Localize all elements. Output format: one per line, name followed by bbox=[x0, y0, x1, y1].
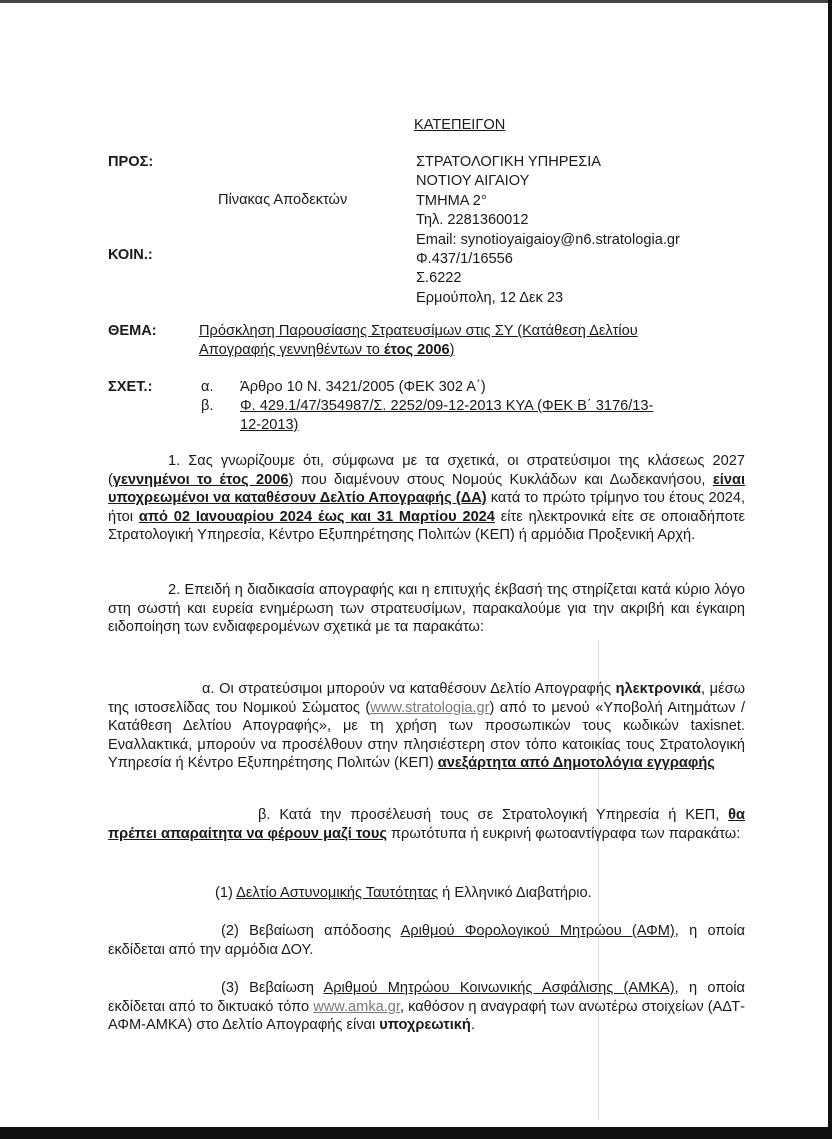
subject-line-2 bbox=[199, 341, 638, 360]
item2-afm: Αριθμού Φορολογικού Μητρώου (ΑΦΜ) bbox=[400, 923, 675, 939]
paragraph-2b bbox=[108, 806, 745, 843]
scan-edge-right bbox=[828, 0, 832, 1139]
subject-line-2a: Απογραφής γεννηθέντων το bbox=[199, 342, 384, 358]
amka-link[interactable]: www.amka.gr bbox=[313, 998, 400, 1015]
ref-b-marker: β. bbox=[201, 398, 214, 414]
para2a-electronic: ηλεκτρονικά bbox=[615, 681, 701, 697]
scan-edge-bottom bbox=[0, 1127, 832, 1139]
ref-a-text: Άρθρο 10 Ν. 3421/2005 (ΦΕΚ 302 Α΄) bbox=[240, 379, 486, 395]
stratologia-link[interactable]: www.stratologia.gr bbox=[370, 699, 490, 716]
item3-amka: Αριθμού Μητρώου Κοινωνικής Ασφάλισης (ΑΜΚΑ) bbox=[323, 980, 675, 996]
para1-text: είτε ηλεκτρονικά είτε σε οποιαδήποτε Στρατολογική Υπηρεσία, Κέντρο Εξυπηρέτησης Πολιτών (ΚΕΠ) ή αρμόδια Προξενική Αρχή. bbox=[108, 508, 745, 544]
urgent-heading: ΚΑΤΕΠΕΙΓΟΝ bbox=[414, 117, 506, 133]
sender-line: ΣΤΡΑΤΟΛΟΓΙΚΗ ΥΠΗΡΕΣΙΑ bbox=[416, 154, 602, 170]
to-recipients: Πίνακας Αποδεκτών bbox=[218, 192, 348, 208]
para1-text: κατά το πρώτο τρίμηνο του έτους 2024, ήτοι bbox=[108, 490, 745, 525]
paragraph-2a bbox=[108, 680, 745, 773]
item3-text: (3) Βεβαίωση bbox=[221, 980, 324, 996]
item1-text: ή Ελληνικό Διαβατήριο. bbox=[438, 885, 592, 901]
ref-b-line-2: 12-2013) bbox=[240, 417, 299, 433]
scan-edge-top bbox=[0, 0, 832, 3]
place-date: Ερμούπολη, 12 Δεκ 23 bbox=[416, 289, 564, 306]
item-2 bbox=[108, 922, 745, 959]
item-3 bbox=[108, 979, 745, 1035]
subject-year: έτος 2006 bbox=[383, 342, 450, 358]
ref-b-line-1: Φ. 429.1/47/354987/Σ. 2252/09-12-2013 ΚΥΑ (ΦΕΚ Β΄ 3176/13- bbox=[240, 398, 654, 414]
para2a-registry-note: ανεξάρτητα από Δημοτολόγια εγγραφής bbox=[437, 755, 715, 772]
para2a-text: ) από το μενού «Υποβολή Αιτημάτων / Κατάθεση Δελτίου Απογραφής», με τη χρήση των προσωπικών τους κωδικών taxisnet. Εναλλακτικά, μπορούν να προσέλθουν στην πλησιέστερη στον τόπο κατοικίας τους Στρατολογική Υπηρεσία ή Κέντρο Εξυπηρέτησης Πολιτών (ΚΕΠ) bbox=[108, 699, 746, 772]
subject-line-2c: ) bbox=[449, 342, 455, 358]
item1-text: (1) bbox=[215, 885, 237, 901]
item3-text: . bbox=[470, 1017, 475, 1034]
para2b-must-bring: θα πρέπει απαραίτητα να φέρουν μαζί τους bbox=[108, 807, 745, 842]
para2a-text: , μέσω της ιστοσελίδας του Νομικού Σώματος ( bbox=[108, 681, 745, 716]
subject-label: ΘΕΜΑ: bbox=[108, 323, 157, 339]
sender-block bbox=[416, 153, 680, 308]
para1-obligation: είναι υποχρεωμένοι να καταθέσουν Δελτίο Απογραφής (ΔΑ) bbox=[108, 471, 745, 507]
sender-line: Τηλ. 2281360012 bbox=[416, 212, 529, 229]
ref-b-text bbox=[240, 397, 653, 435]
para1-text: 1. Σας γνωρίζουμε ότι, σύμφωνα με τα σχετικά, οι στρατεύσιμοι της κλάσεως 2027 ( bbox=[108, 453, 745, 488]
sigma-number: Σ.6222 bbox=[416, 270, 462, 287]
subject-line-1: Πρόσκληση Παρουσίασης Στρατευσίμων στις ΣΥ (Κατάθεση Δελτίου bbox=[199, 323, 638, 339]
ref-a-marker: α. bbox=[201, 379, 214, 395]
sender-email: Email: synotioyaigaioy@n6.stratologia.gr bbox=[416, 231, 680, 248]
para2b-text: β. Κατά την προσέλευσή τους σε Στρατολογική Υπηρεσία ή ΚΕΠ, bbox=[258, 807, 729, 823]
references-label: ΣΧΕΤ.: bbox=[108, 379, 153, 395]
item3-text: , η οποία εκδίδεται από το δικτυακό τόπο bbox=[108, 980, 745, 1015]
paragraph-2 bbox=[108, 581, 745, 637]
item1-id-card: Δελτίο Αστυνομικής Ταυτότητας bbox=[236, 885, 439, 901]
to-label: ΠΡΟΣ: bbox=[108, 154, 154, 170]
item2-text: , η οποία εκδίδεται από την αρμόδια ΔΟΥ. bbox=[108, 923, 746, 958]
paragraph-1 bbox=[108, 452, 745, 545]
sender-line: ΝΟΤΙΟΥ ΑΙΓΑΙΟΥ bbox=[416, 173, 530, 190]
item3-mandatory: υποχρεωτική bbox=[379, 1017, 471, 1034]
para2-text: 2. Επειδή η διαδικασία απογραφής και η επιτυχής έκβασή της στηρίζεται κατά κύριο λόγο στη σωστή και ευρεία ενημέρωση των στρατευσίμων, παρακαλούμε για την ακριβή και έγκαιρη ειδοποίηση των ενδιαφερομένων σχετικά με τα παρακάτω: bbox=[108, 582, 745, 636]
para2a-text: α. Οι στρατεύσιμοι μπορούν να καταθέσουν Δελτίο Απογραφής bbox=[202, 681, 616, 697]
protocol-number: Φ.437/1/16556 bbox=[416, 251, 513, 268]
para1-deadline: από 02 Ιανουαρίου 2024 έως και 31 Μαρτίου 2024 bbox=[138, 508, 495, 525]
para2b-text: πρωτότυπα ή ευκρινή φωτοαντίγραφα των παρακάτω: bbox=[386, 825, 741, 842]
para1-text: ) που διαμένουν στους Νομούς Κυκλάδων και Δωδεκανήσου, bbox=[288, 471, 713, 488]
item2-text: (2) Βεβαίωση απόδοσης bbox=[221, 923, 401, 939]
para1-birth-year: γεννημένοι το έτος 2006 bbox=[112, 471, 289, 488]
subject-text bbox=[199, 322, 638, 360]
sender-line: ΤΜΗΜΑ 2° bbox=[416, 192, 487, 209]
item-1 bbox=[215, 884, 592, 903]
cc-label: ΚΟΙΝ.: bbox=[108, 247, 153, 263]
item3-text: , καθόσον η αναγραφή των ανωτέρω στοιχείων (ΑΔΤ-ΑΦΜ-ΑΜΚΑ) στο Δελτίο Απογραφής είναι bbox=[108, 998, 745, 1034]
